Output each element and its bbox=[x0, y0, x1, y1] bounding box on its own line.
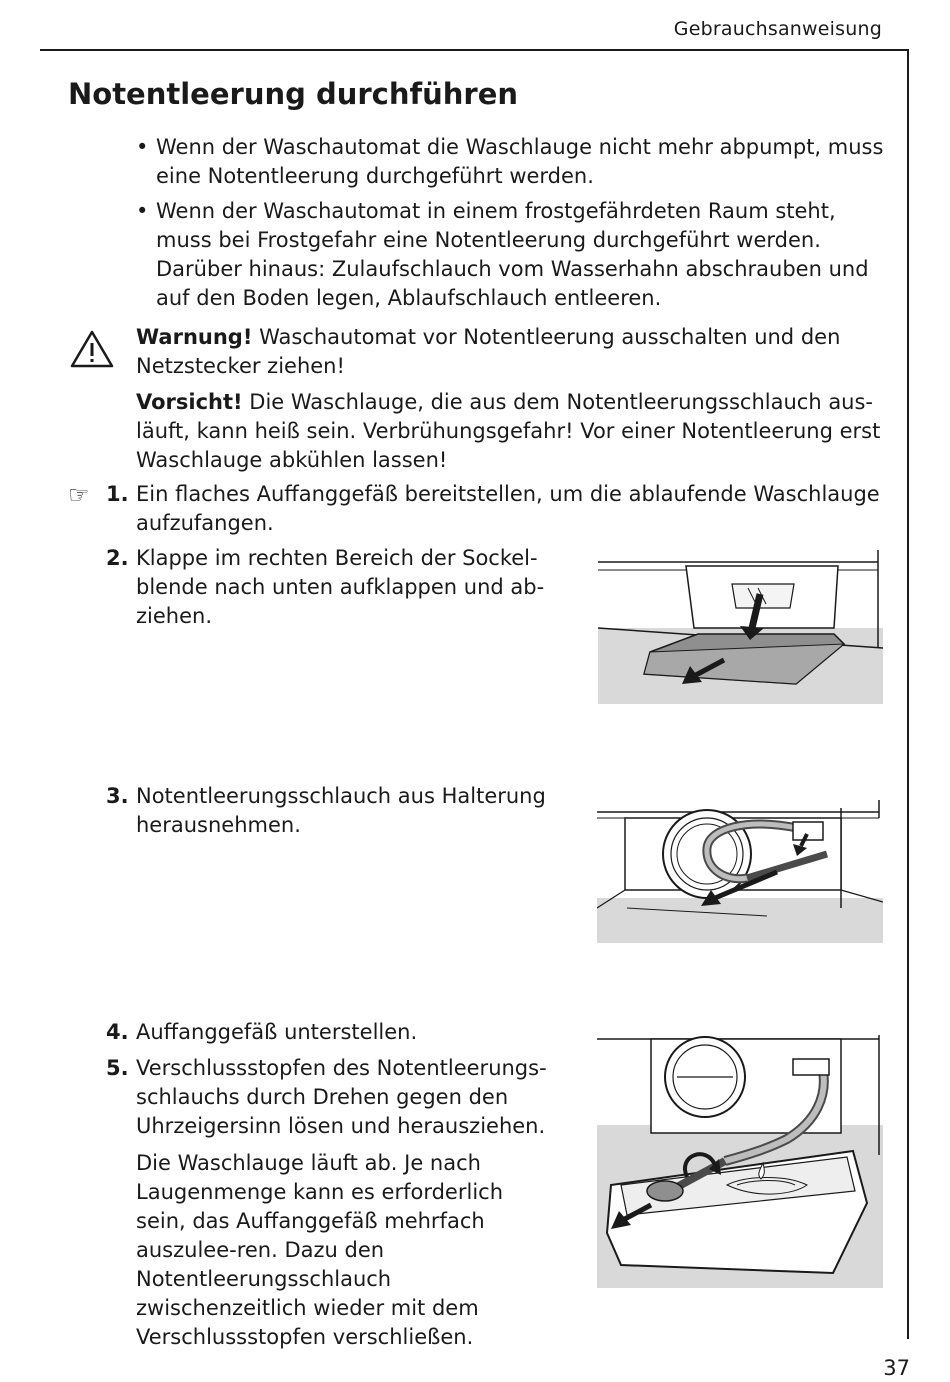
side-rule bbox=[907, 49, 909, 1339]
step-item bbox=[106, 1054, 556, 1141]
step-item bbox=[106, 1018, 556, 1047]
step-text: Notentleerungsschlauch aus Halterung herausnehmen. bbox=[136, 784, 546, 837]
step-text: Klappe im rechten Bereich der Sockel-blende nach unten aufklappen und ab-ziehen. bbox=[136, 546, 545, 628]
hose-removal-illustration bbox=[597, 798, 883, 943]
step-text: Ein flaches Auffanggefäß bereitstellen, um die ablaufende Waschlauge aufzufangen. bbox=[136, 482, 880, 535]
step-number: 1. bbox=[106, 482, 129, 506]
step-text: Auffanggefäß unterstellen. bbox=[136, 1020, 418, 1044]
caution-text: Die Waschlauge, die aus dem Notentleerungsschlauch aus-läuft, kann heiß sein. Verbrühungsgefahr! Vor einer Notentleerung erst Waschlauge abkühlen lassen! bbox=[136, 390, 881, 472]
bullet-item bbox=[136, 133, 886, 191]
caution-paragraph bbox=[136, 388, 888, 475]
warning-text: Waschautomat vor Notentleerung ausschalten und den Netzstecker ziehen! bbox=[136, 325, 841, 378]
bullet-text: Wenn der Waschautomat in einem frostgefährdeten Raum steht, muss bei Frostgefahr eine Notentleerung durchgeführt werden. Darüber hinaus: Zulaufschlauch vom Wasserhahn abschrauben und auf den Boden legen, Ablaufschlauch entleeren. bbox=[156, 199, 869, 310]
page-number: 37 bbox=[883, 1356, 910, 1380]
step-number: 4. bbox=[106, 1020, 129, 1044]
step-number: 2. bbox=[106, 546, 129, 570]
warning-triangle-icon bbox=[70, 330, 114, 368]
bullet-item bbox=[136, 197, 886, 313]
step-number: 5. bbox=[106, 1056, 129, 1080]
step-item bbox=[106, 782, 556, 840]
step-item bbox=[106, 480, 886, 538]
bullet-text: Wenn der Waschautomat die Waschlauge nicht mehr abpumpt, muss eine Notentleerung durchgeführt werden. bbox=[156, 135, 884, 188]
step-number: 3. bbox=[106, 784, 129, 808]
draining-illustration bbox=[597, 1035, 883, 1288]
pointing-hand-icon: ☞ bbox=[68, 481, 90, 509]
header-rule bbox=[40, 49, 908, 51]
step-item bbox=[106, 544, 556, 631]
bullet-marker: • bbox=[136, 199, 149, 223]
step5-note: Die Waschlauge läuft ab. Je nach Laugenmenge kann es erforderlich sein, das Auffanggefäß mehrfach auszulee-ren. Dazu den Notentleerungsschlauch zwischenzeitlich wieder mit dem Verschlussstopfen verschließen. bbox=[136, 1151, 504, 1349]
warning-paragraph bbox=[136, 323, 888, 381]
warning-label: Warnung! bbox=[136, 325, 253, 349]
page-title: Notentleerung durchführen bbox=[68, 77, 519, 111]
step-text: Verschlussstopfen des Notentleerungs-schlauchs durch Drehen gegen den Uhrzeigersinn lösen und herausziehen. bbox=[136, 1056, 547, 1138]
bullet-marker: • bbox=[136, 135, 149, 159]
caution-label: Vorsicht! bbox=[136, 390, 243, 414]
plinth-flap-illustration bbox=[598, 548, 883, 704]
running-header: Gebrauchsanweisung bbox=[673, 18, 882, 40]
